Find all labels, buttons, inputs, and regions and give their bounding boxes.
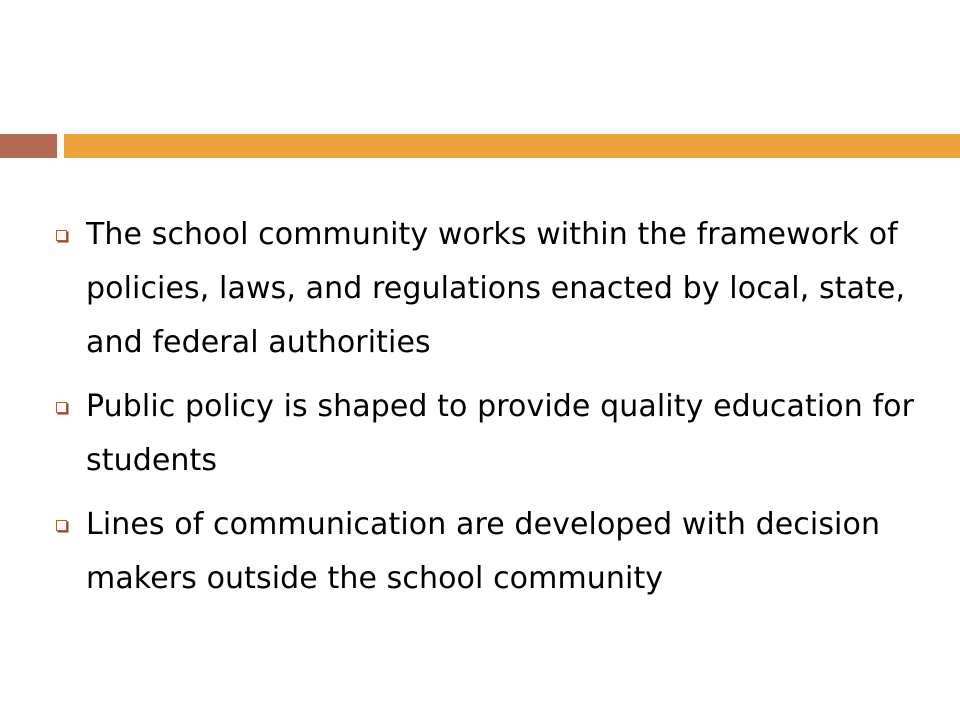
bullet-text: The school community works within the framework of policies, laws, and regulations enacted by local, state, and federal authorities <box>86 217 906 360</box>
bullet-item <box>56 208 936 370</box>
bullet-item <box>56 380 936 488</box>
header-accent-bar-left <box>0 134 57 158</box>
square-bullet-icon <box>56 230 67 241</box>
bullet-item <box>56 498 936 606</box>
square-bullet-icon <box>56 402 67 413</box>
bullet-text: Public policy is shaped to provide quality education for students <box>86 389 915 478</box>
bullet-list <box>56 208 936 616</box>
header-accent-bar-right <box>64 134 960 158</box>
bullet-text: Lines of communication are developed with decision makers outside the school community <box>86 507 881 596</box>
square-bullet-icon <box>56 520 67 531</box>
